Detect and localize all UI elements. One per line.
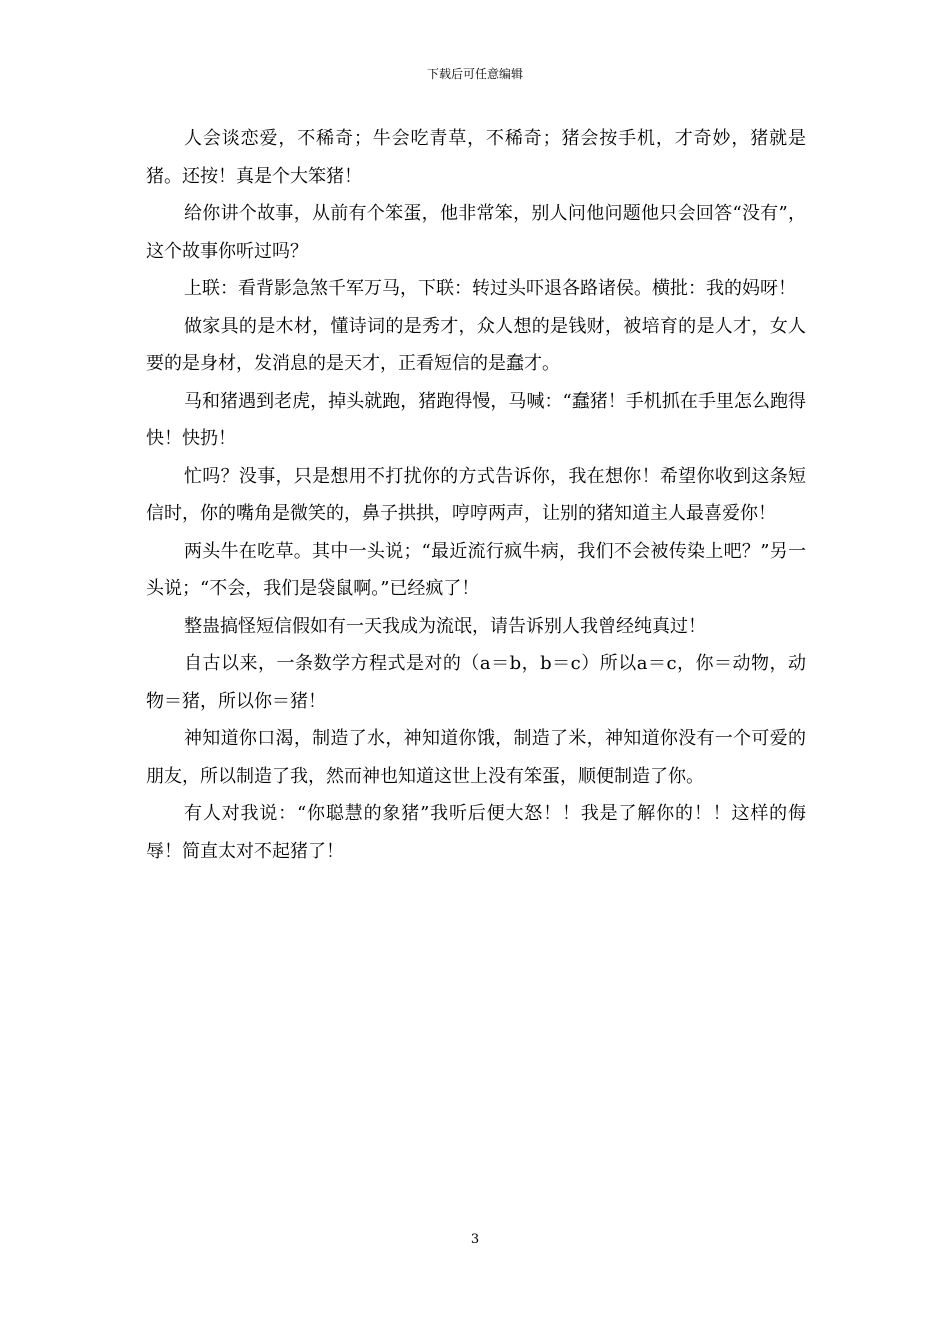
paragraph: 给你讲个故事，从前有个笨蛋，他非常笨，别人问他问题他只会回答“没有”，这个故事你听过吗？ xyxy=(146,203,806,262)
paragraph: 有人对我说：“你聪慧的象猪”我听后便大怒！！我是了解你的！！这样的侮辱！简直太对不起猪了！ xyxy=(146,803,806,862)
paragraph: 整蛊搞怪短信假如有一天我成为流氓，请告诉别人我曾经纯真过！ xyxy=(184,615,706,637)
paragraph: 自古以来，一条数学方程式是对的（a＝b，b＝c）所以a＝c，你＝动物，动物＝猪，所以你＝猪！ xyxy=(146,653,806,712)
document-body xyxy=(146,120,806,870)
paragraph: 人会谈恋爱，不稀奇；牛会吃青草，不稀奇；猪会按手机，才奇妙，猪就是猪。还按！真是个大笨猪！ xyxy=(146,128,806,187)
page-header: 下载后可任意编辑 xyxy=(426,67,523,81)
page-number: 3 xyxy=(470,1232,480,1247)
paragraph: 上联：看背影急煞千军万马，下联：转过头吓退各路诸侯。横批：我的妈呀！ xyxy=(184,278,796,299)
paragraph: 神知道你口渴，制造了水，神知道你饿，制造了米，神知道你没有一个可爱的朋友，所以制造了我，然而神也知道这世上没有笨蛋，顺便制造了你。 xyxy=(146,728,806,787)
paragraph: 做家具的是木材，懂诗词的是秀才，众人想的是钱财，被培育的是人才，女人要的是身材，发消息的是天才，正看短信的是蠢才。 xyxy=(146,315,806,374)
paragraph: 马和猪遇到老虎，掉头就跑，猪跑得慢，马喊：“蠢猪！手机抓在手里怎么跑得快！快扔！ xyxy=(146,390,806,449)
paragraph: 两头牛在吃草。其中一头说；“最近流行疯牛病，我们不会被传染上吧？”另一头说；“不会，我们是袋鼠啊。”已经疯了！ xyxy=(146,540,806,599)
paragraph: 忙吗？没事，只是想用不打扰你的方式告诉你，我在想你！希望你收到这条短信时，你的嘴角是微笑的，鼻子拱拱，哼哼两声，让别的猪知道主人最喜爱你！ xyxy=(146,465,806,524)
